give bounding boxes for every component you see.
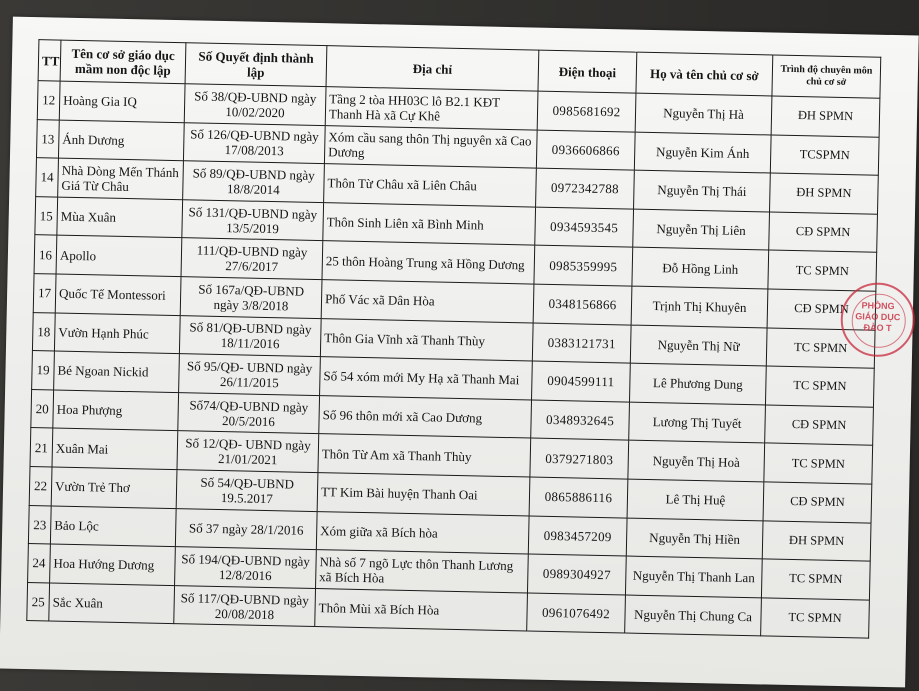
cell-address: Phố Vác xã Dân Hòa [321, 280, 534, 323]
cell-decision: Số 194/QĐ-UBND ngày 12/8/2016 [175, 547, 317, 589]
cell-tt: 12 [37, 81, 60, 120]
cell-level: CĐ SPMN [769, 212, 878, 253]
cell-tt: 21 [30, 428, 53, 467]
cell-decision: Số 131/QĐ-UBND ngày 13/5/2019 [182, 199, 324, 241]
stamp-line-2: GIÁO DỤC [855, 311, 901, 323]
cell-level: TC SPMN [761, 598, 870, 639]
cell-name: Sắc Xuân [49, 583, 175, 624]
table-body [27, 81, 880, 639]
cell-tt: 20 [31, 389, 54, 428]
header-level: Trình độ chuyên môn chủ cơ sở [772, 55, 881, 98]
cell-decision: Số 117/QĐ-UBND ngày 20/08/2018 [174, 585, 316, 627]
cell-owner: Nguyễn Thị Hoà [628, 440, 765, 481]
cell-decision: Số 126/QĐ-UBND ngày 17/08/2013 [183, 122, 325, 164]
header-name: Tên cơ sở giáo dục mầm non độc lập [60, 40, 186, 84]
official-stamp [840, 282, 916, 358]
cell-level: CĐ SPMN [767, 289, 876, 330]
header-owner: Họ và tên chủ cơ sở [636, 52, 773, 96]
cell-level: ĐH SPMN [771, 96, 880, 137]
cell-decision: Số 81/QĐ-UBND ngày 18/11/2016 [179, 315, 321, 357]
cell-level: ĐH SPMN [762, 520, 871, 561]
stamp-line-1: PHÒNG [861, 300, 895, 312]
cell-phone: 0936606866 [536, 130, 635, 171]
cell-phone: 0348156866 [533, 284, 632, 325]
cell-level: TC SPMN [766, 328, 875, 369]
cell-level: CĐ SPMN [763, 482, 872, 523]
cell-owner: Nguyễn Thị Thái [634, 170, 771, 211]
cell-owner: Đỗ Hồng Linh [632, 247, 769, 288]
cell-phone: 0865886116 [529, 477, 628, 518]
header-qd: Số Quyết định thành lập [185, 43, 327, 87]
cell-owner: Nguyễn Thị Liên [633, 209, 770, 250]
cell-address: Thôn Sinh Liên xã Bình Minh [323, 202, 536, 245]
cell-name: Apollo [56, 235, 182, 276]
cell-phone: 0985681692 [537, 91, 636, 132]
cell-name: Vườn Trẻ Thơ [51, 467, 177, 508]
header-addr: Địa chỉ [326, 46, 539, 91]
cell-level: TC SPMN [768, 250, 877, 291]
cell-address: Tầng 2 tòa HH03C lô B2.1 KĐT Thanh Hà xã Cự Khê [325, 87, 538, 130]
cell-name: Hoa Phượng [53, 390, 179, 431]
cell-decision: Số 167a/QĐ-UBND ngày 3/8/2018 [180, 277, 322, 319]
cell-owner: Nguyễn Thị Hà [635, 93, 772, 134]
cell-address: 25 thôn Hoàng Trung xã Hồng Dương [322, 241, 535, 284]
cell-tt: 24 [28, 544, 51, 583]
header-tt: TT [38, 40, 61, 81]
cell-phone: 0989304927 [527, 554, 626, 595]
cell-name: Bé Ngoan Nickid [54, 351, 180, 392]
cell-phone: 0972342788 [536, 168, 635, 209]
cell-name: Nhà Dòng Mến Thánh Giá Từ Châu [58, 158, 184, 199]
cell-name: Ánh Dương [58, 120, 184, 161]
cell-owner: Lê Phương Dung [629, 363, 766, 404]
cell-phone: 0379271803 [530, 438, 629, 479]
kindergarten-table [26, 39, 881, 639]
cell-tt: 13 [36, 119, 59, 158]
cell-address: Thôn Mùi xã Bích Hòa [315, 588, 528, 631]
cell-phone: 0934593545 [535, 207, 634, 248]
cell-owner: Nguyễn Thị Thanh Lan [625, 556, 762, 597]
cell-address: Số 54 xóm mới My Hạ xã Thanh Mai [320, 357, 533, 400]
cell-tt: 19 [32, 351, 55, 390]
cell-name: Hoàng Gia IQ [59, 81, 185, 122]
cell-address: Thôn Từ Am xã Thanh Thùy [318, 434, 531, 477]
cell-tt: 23 [28, 505, 51, 544]
cell-name: Bảo Lộc [50, 506, 176, 547]
cell-name: Xuân Mai [52, 428, 178, 469]
cell-decision: Số74/QĐ-UBND ngày 20/5/2016 [178, 392, 320, 434]
cell-owner: Nguyễn Kim Ánh [634, 132, 771, 173]
cell-address: Xóm giữa xã Bích hòa [316, 511, 529, 554]
cell-name: Vườn Hạnh Phúc [54, 313, 180, 354]
cell-decision: 111/QĐ-UBND ngày 27/6/2017 [181, 238, 323, 280]
cell-name: Quốc Tế Montessori [55, 274, 181, 315]
cell-tt: 17 [33, 274, 56, 313]
cell-decision: Số 12/QĐ- UBND ngày 21/01/2021 [177, 431, 319, 473]
cell-tt: 18 [32, 312, 55, 351]
cell-address: Xóm cầu sang thôn Thị nguyên xã Cao Dương [324, 125, 537, 168]
cell-address: TT Kim Bài huyện Thanh Oai [317, 473, 530, 516]
cell-decision: Số 37 ngày 28/1/2016 [175, 508, 317, 550]
cell-phone: 0348932645 [531, 400, 630, 441]
cell-owner: Trịnh Thị Khuyên [631, 286, 768, 327]
cell-phone: 0904599111 [532, 361, 631, 402]
header-phone: Điện thoại [538, 50, 637, 93]
cell-phone: 0383121731 [532, 323, 631, 364]
stamp-line-3: ĐÀO T [863, 322, 892, 334]
stamp-inner-ring [851, 293, 906, 348]
cell-decision: Số 89/QĐ-UBND ngày 18/8/2014 [183, 161, 325, 203]
cell-tt: 15 [35, 196, 58, 235]
cell-address: Thôn Gia Vĩnh xã Thanh Thùy [320, 318, 533, 361]
cell-address: Thôn Từ Châu xã Liên Châu [324, 164, 537, 207]
cell-owner: Nguyễn Thị Chung Ca [625, 595, 762, 636]
cell-level: TC SPMN [765, 366, 874, 407]
cell-phone: 0985359995 [534, 245, 633, 286]
cell-level: TC SPMN [764, 443, 873, 484]
cell-tt: 16 [34, 235, 57, 274]
cell-level: TC SPMN [761, 559, 870, 600]
cell-level: TCSPMN [770, 135, 879, 176]
cell-address: Số 96 thôn mới xã Cao Dương [319, 395, 532, 438]
cell-decision: Số 38/QĐ-UBND ngày 10/02/2020 [184, 84, 326, 126]
cell-tt: 22 [29, 466, 52, 505]
cell-decision: Số 54/QĐ-UBND 19.5.2017 [176, 470, 318, 512]
cell-name: Hoa Hướng Dương [50, 544, 176, 585]
cell-level: CĐ SPMN [765, 405, 874, 446]
cell-owner: Lương Thị Tuyết [629, 402, 766, 443]
cell-phone: 0983457209 [528, 516, 627, 557]
cell-owner: Nguyễn Thị Hiền [626, 518, 763, 559]
cell-name: Mùa Xuân [57, 197, 183, 238]
cell-owner: Nguyễn Thị Nữ [630, 325, 767, 366]
cell-tt: 14 [36, 158, 59, 197]
cell-level: ĐH SPMN [770, 173, 879, 214]
cell-owner: Lê Thị Huệ [627, 479, 764, 520]
cell-phone: 0961076492 [527, 593, 626, 634]
document-page [0, 17, 919, 688]
cell-address: Nhà số 7 ngõ Lực thôn Thanh Lương xã Bích Hòa [316, 550, 529, 593]
cell-tt: 25 [27, 582, 50, 621]
cell-decision: Số 95/QĐ- UBND ngày 26/11/2015 [179, 354, 321, 396]
